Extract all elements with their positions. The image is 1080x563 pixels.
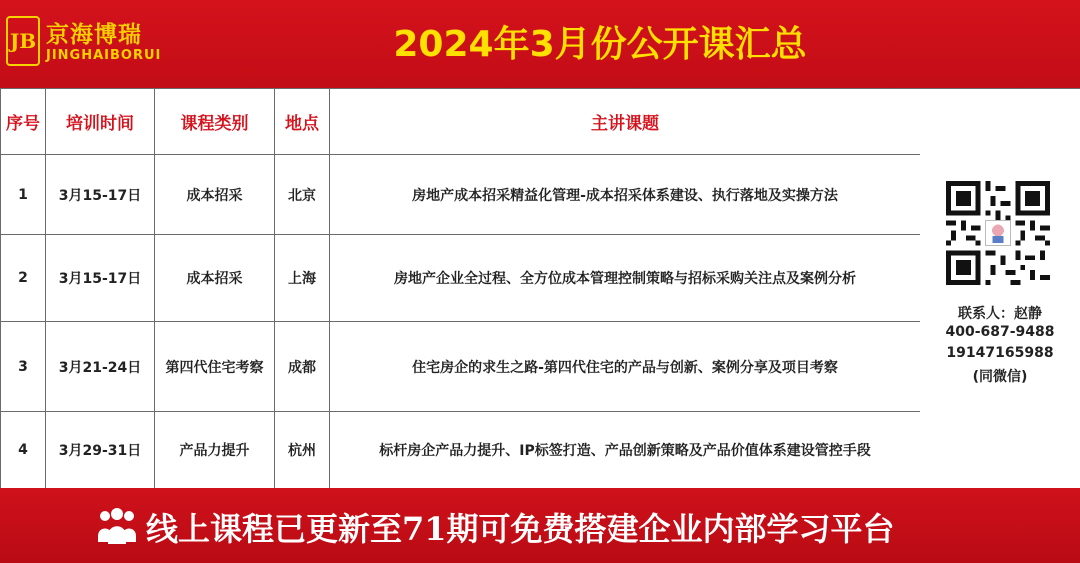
footer-message: 线上课程已更新至71期可免费搭建企业内部学习平台 bbox=[146, 510, 895, 548]
course-table bbox=[0, 88, 921, 489]
cell-date: 3月21-24日 bbox=[46, 322, 155, 412]
contact-wechat-note: (同微信) bbox=[972, 369, 1028, 385]
cell-topic: 标杆房企产品力提升、IP标签打造、产品创新策略及产品价值体系建设管控手段 bbox=[330, 412, 921, 489]
footer-banner bbox=[0, 488, 1080, 563]
cell-place: 北京 bbox=[275, 155, 330, 235]
cell-category: 成本招采 bbox=[155, 235, 275, 322]
cell-date: 3月29-31日 bbox=[46, 412, 155, 489]
column-header-topic: 主讲课题 bbox=[330, 89, 921, 155]
contact-phone-1: 400-687-9488 bbox=[945, 324, 1055, 340]
cell-category: 产品力提升 bbox=[155, 412, 275, 489]
cell-no: 3 bbox=[1, 322, 46, 412]
cell-category: 成本招采 bbox=[155, 155, 275, 235]
column-header-category: 课程类别 bbox=[155, 89, 275, 155]
cell-category: 第四代住宅考察 bbox=[155, 322, 275, 412]
cell-topic: 房地产成本招采精益化管理-成本招采体系建设、执行落地及实操方法 bbox=[330, 155, 921, 235]
logo-chinese-name: 京海博瑞 bbox=[46, 22, 142, 48]
cell-date: 3月15-17日 bbox=[46, 235, 155, 322]
contact-person: 联系人：赵静 bbox=[958, 306, 1042, 322]
table-row bbox=[1, 412, 921, 489]
header-banner bbox=[0, 0, 1080, 88]
table-header-row bbox=[1, 89, 921, 155]
logo-mark: JB bbox=[6, 16, 40, 66]
cell-date: 3月15-17日 bbox=[46, 155, 155, 235]
cell-no: 4 bbox=[1, 412, 46, 489]
company-logo bbox=[6, 8, 162, 78]
cell-topic: 房地产企业全过程、全方位成本管理控制策略与招标采购关注点及案例分析 bbox=[330, 235, 921, 322]
cell-place: 上海 bbox=[275, 235, 330, 322]
people-group-icon bbox=[96, 506, 138, 546]
page-title: 2024年3月份公开课汇总 bbox=[393, 24, 807, 65]
cell-no: 2 bbox=[1, 235, 46, 322]
contact-panel bbox=[920, 88, 1080, 488]
cell-no: 1 bbox=[1, 155, 46, 235]
cell-place: 成都 bbox=[275, 322, 330, 412]
column-header-no: 序号 bbox=[1, 89, 46, 155]
logo-english-name: JINGHAIBORUI bbox=[46, 48, 162, 63]
table-row bbox=[1, 322, 921, 412]
contact-phone-2: 19147165988 bbox=[946, 345, 1054, 361]
course-table-wrap bbox=[0, 88, 920, 488]
column-header-date: 培训时间 bbox=[46, 89, 155, 155]
cell-topic: 住宅房企的求生之路-第四代住宅的产品与创新、案例分享及项目考察 bbox=[330, 322, 921, 412]
qr-code-icon[interactable] bbox=[946, 181, 1050, 285]
table-row bbox=[1, 155, 921, 235]
column-header-place: 地点 bbox=[275, 89, 330, 155]
table-row bbox=[1, 235, 921, 322]
cell-place: 杭州 bbox=[275, 412, 330, 489]
